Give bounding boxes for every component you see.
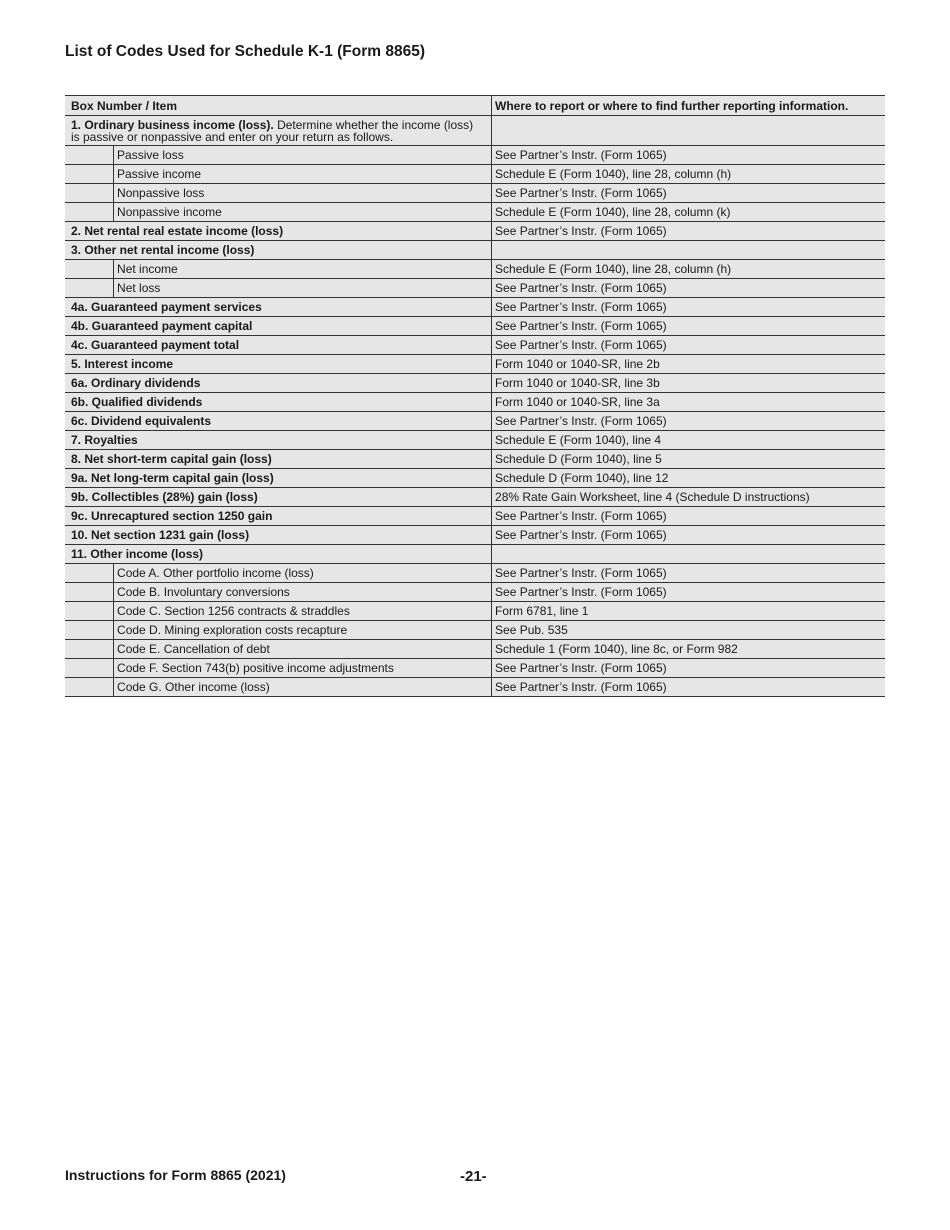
row-sub-label: Passive income (114, 165, 492, 184)
row-item-description: Determine whether the income (loss) is passive or nonpassive and enter on your return as follows. (71, 117, 474, 144)
row-where-to-report: See Partner’s Instr. (Form 1065) (492, 507, 885, 526)
table-row (65, 678, 885, 697)
row-where-to-report (492, 241, 885, 260)
row-where-to-report: 28% Rate Gain Worksheet, line 4 (Schedule D instructions) (492, 488, 885, 507)
table-row (65, 336, 885, 355)
table-row (65, 355, 885, 374)
indent-cell (65, 279, 114, 298)
table-row (65, 431, 885, 450)
table-row (65, 412, 885, 431)
codes-table (65, 95, 885, 697)
row-where-to-report: See Partner’s Instr. (Form 1065) (492, 184, 885, 203)
indent-cell (65, 184, 114, 203)
row-where-to-report: Schedule D (Form 1040), line 5 (492, 450, 885, 469)
row-where-to-report: See Partner’s Instr. (Form 1065) (492, 336, 885, 355)
indent-cell (65, 165, 114, 184)
row-where-to-report: Form 1040 or 1040-SR, line 2b (492, 355, 885, 374)
row-where-to-report: See Pub. 535 (492, 621, 885, 640)
row-where-to-report: See Partner’s Instr. (Form 1065) (492, 412, 885, 431)
table-row (65, 659, 885, 678)
row-item-label: 3. Other net rental income (loss) (65, 241, 492, 260)
table-row (65, 374, 885, 393)
row-where-to-report: See Partner’s Instr. (Form 1065) (492, 317, 885, 336)
row-item-label: 9c. Unrecaptured section 1250 gain (65, 507, 492, 526)
row-item-label (65, 116, 492, 146)
row-sub-label: Code D. Mining exploration costs recapture (114, 621, 492, 640)
table-row (65, 317, 885, 336)
row-where-to-report: See Partner’s Instr. (Form 1065) (492, 298, 885, 317)
row-sub-label: Net income (114, 260, 492, 279)
table-row (65, 526, 885, 545)
table-row (65, 602, 885, 621)
table-row (65, 222, 885, 241)
row-where-to-report: Form 1040 or 1040-SR, line 3b (492, 374, 885, 393)
row-item-label: 6c. Dividend equivalents (65, 412, 492, 431)
row-where-to-report: See Partner’s Instr. (Form 1065) (492, 279, 885, 298)
row-sub-label: Nonpassive income (114, 203, 492, 222)
row-where-to-report: See Partner’s Instr. (Form 1065) (492, 564, 885, 583)
row-where-to-report: Schedule E (Form 1040), line 28, column (h) (492, 165, 885, 184)
indent-cell (65, 602, 114, 621)
indent-cell (65, 564, 114, 583)
row-item-label: 6b. Qualified dividends (65, 393, 492, 412)
row-item-label: 4b. Guaranteed payment capital (65, 317, 492, 336)
header-where: Where to report or where to find further reporting information. (492, 96, 885, 116)
row-where-to-report: See Partner’s Instr. (Form 1065) (492, 659, 885, 678)
indent-cell (65, 203, 114, 222)
table-row (65, 116, 885, 146)
table-row (65, 640, 885, 659)
row-item-label: 7. Royalties (65, 431, 492, 450)
indent-cell (65, 678, 114, 697)
table-row (65, 545, 885, 564)
row-item-label: 9b. Collectibles (28%) gain (loss) (65, 488, 492, 507)
table-row (65, 260, 885, 279)
table-row (65, 564, 885, 583)
header-item: Box Number / Item (65, 96, 492, 116)
footer-title: Instructions for Form 8865 (2021) (65, 1167, 286, 1183)
indent-cell (65, 260, 114, 279)
row-sub-label: Nonpassive loss (114, 184, 492, 203)
table-row (65, 241, 885, 260)
row-where-to-report: See Partner’s Instr. (Form 1065) (492, 526, 885, 545)
indent-cell (65, 659, 114, 678)
table-row (65, 184, 885, 203)
row-where-to-report: See Partner’s Instr. (Form 1065) (492, 222, 885, 241)
row-sub-label: Code G. Other income (loss) (114, 678, 492, 697)
row-sub-label: Code A. Other portfolio income (loss) (114, 564, 492, 583)
table-row (65, 469, 885, 488)
row-where-to-report: Schedule E (Form 1040), line 4 (492, 431, 885, 450)
row-sub-label: Code E. Cancellation of debt (114, 640, 492, 659)
table-row (65, 507, 885, 526)
indent-cell (65, 583, 114, 602)
row-where-to-report: Schedule E (Form 1040), line 28, column (k) (492, 203, 885, 222)
table-body (65, 116, 885, 697)
row-where-to-report: See Partner’s Instr. (Form 1065) (492, 146, 885, 165)
row-item-label: 2. Net rental real estate income (loss) (65, 222, 492, 241)
table-row (65, 165, 885, 184)
row-sub-label: Net loss (114, 279, 492, 298)
table-row (65, 279, 885, 298)
indent-cell (65, 640, 114, 659)
table-row (65, 298, 885, 317)
row-sub-label: Code B. Involuntary conversions (114, 583, 492, 602)
row-where-to-report: Form 6781, line 1 (492, 602, 885, 621)
table-row (65, 583, 885, 602)
row-where-to-report (492, 116, 885, 146)
row-sub-label: Code C. Section 1256 contracts & straddles (114, 602, 492, 621)
row-item-label: 11. Other income (loss) (65, 545, 492, 564)
row-item-title: 1. Ordinary business income (loss). (71, 117, 274, 132)
table-row (65, 203, 885, 222)
indent-cell (65, 621, 114, 640)
row-item-label: 6a. Ordinary dividends (65, 374, 492, 393)
row-where-to-report: Schedule E (Form 1040), line 28, column (h) (492, 260, 885, 279)
row-item-label: 4c. Guaranteed payment total (65, 336, 492, 355)
row-item-label: 9a. Net long-term capital gain (loss) (65, 469, 492, 488)
row-item-label: 10. Net section 1231 gain (loss) (65, 526, 492, 545)
table-row (65, 450, 885, 469)
table-row (65, 488, 885, 507)
row-item-label: 5. Interest income (65, 355, 492, 374)
page-title: List of Codes Used for Schedule K-1 (Form 8865) (65, 43, 426, 60)
table-header-row (65, 96, 885, 116)
row-sub-label: Code F. Section 743(b) positive income adjustments (114, 659, 492, 678)
table-row (65, 393, 885, 412)
row-where-to-report: Form 1040 or 1040-SR, line 3a (492, 393, 885, 412)
row-sub-label: Passive loss (114, 146, 492, 165)
table-row (65, 621, 885, 640)
row-where-to-report: See Partner’s Instr. (Form 1065) (492, 583, 885, 602)
indent-cell (65, 146, 114, 165)
row-item-label: 4a. Guaranteed payment services (65, 298, 492, 317)
row-item-label: 8. Net short-term capital gain (loss) (65, 450, 492, 469)
table-row (65, 146, 885, 165)
row-where-to-report: Schedule D (Form 1040), line 12 (492, 469, 885, 488)
row-where-to-report: Schedule 1 (Form 1040), line 8c, or Form 982 (492, 640, 885, 659)
row-where-to-report: See Partner’s Instr. (Form 1065) (492, 678, 885, 697)
page-number: -21- (460, 1168, 487, 1185)
row-where-to-report (492, 545, 885, 564)
